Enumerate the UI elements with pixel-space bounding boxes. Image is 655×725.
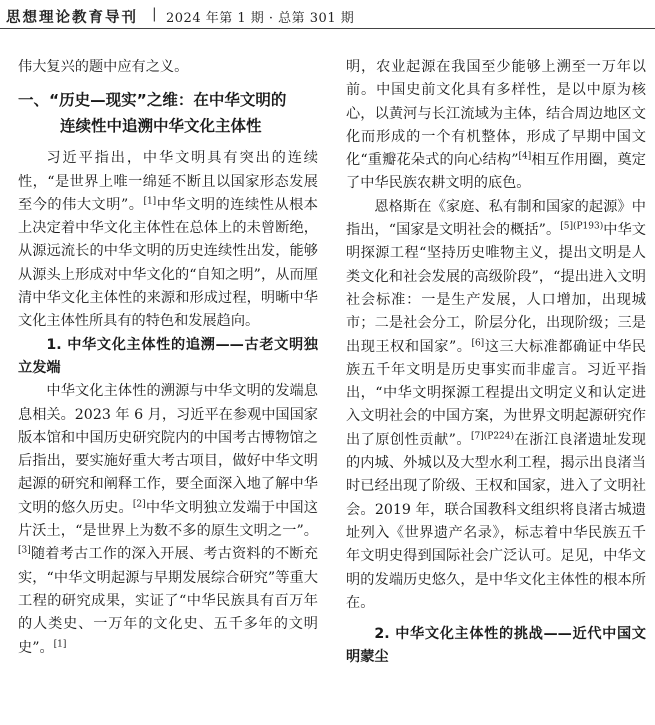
text-run: 在浙江良渚遗址发现的内城、外城以及大型水利工程，揭示出良渚当时已经出现了阶级、王权和国家，进入了文明社会。2019 年，联合国教科文组织将良渚古城遗址列入《世界遗产名录》，标志着中华民族五千年文明史得到国际社会广泛认可。足见，中华文明的发端历史悠久，是中华文化主体性的根本所在。: [346, 431, 646, 611]
text-run: 这三大标准都确证中华民族五千年文明是历史事实而非虚言。习近平指出，“中华文明探源工程提出文明定义和认定进入文明社会的中国方案，为世界文明起源研究作出了原创性贡献”。: [346, 338, 646, 448]
issue-info: 2024 年第 1 期 · 总第 301 期: [166, 11, 355, 26]
citation: [6]: [471, 337, 485, 348]
header-separator: |: [152, 6, 157, 22]
paragraph: [18, 380, 318, 660]
citation: [3]: [18, 545, 31, 556]
subsection-heading: 1. 中华文化主体性的追溯——古老文明独立发端: [18, 336, 318, 376]
citation: [5](P193): [560, 221, 604, 232]
subsection-heading: 2. 中华文化主体性的挑战——近代中国文明蒙尘: [346, 626, 646, 666]
citation: [2]: [132, 499, 146, 510]
text-run: 中华文化主体性的溯源与中华文明的发端息息相关。2023 年 6 月，习近平在参观中国国家版本馆和中国历史研究院内的中国考古博物馆之后指出，要实施好重大考古项目，做好中华文明起源的研究和阐释工作，要全面深入地了解中华文明的悠久历史。: [18, 383, 318, 516]
paragraph: 伟大复兴的题中应有之义。: [18, 59, 189, 75]
citation: [4]: [518, 151, 532, 162]
left-column: [18, 56, 318, 660]
section-heading-line2: 连续性中追溯中华文化主体性: [60, 117, 262, 136]
paragraph: [346, 56, 646, 196]
text-run: 中华文明探源工程“坚持历史唯物主义，提出文明是人类文化和社会发展的高级阶段”，“提出进入文明社会标准：一是生产发展，人口增加，出现城市；二是社会分工，阶层分化，出现阶级；三是出现王权和国家”。: [346, 222, 646, 355]
paragraph: [346, 196, 646, 615]
section-heading-line1: 一、“历史—现实”之维：在中华文明的: [18, 91, 287, 110]
citation: [1]: [143, 196, 157, 207]
text-run: 中华文明的连续性从根本上决定着中华文化主体性在总体上的未曾断绝，从源远流长的中华文明的历史连续性出发，能够从源头上形成对中华文化的“自知之明”，从而厘清中华文化主体性的来源和形成过程，明晰中华文化主体性所具有的特色和发展趋向。: [18, 196, 318, 330]
paragraph: [18, 147, 318, 333]
page-header: [0, 0, 655, 30]
citation: [7](P224): [471, 431, 515, 442]
section-heading: [18, 87, 318, 139]
citation: [1]: [53, 638, 67, 649]
header-rule: [0, 28, 655, 29]
right-column: [346, 56, 646, 670]
text-run: 中华文明独立发端于中国这片沃土，“是世界上为数不多的原生文明之一”。: [18, 499, 318, 540]
text-run: 习近平指出，中华文明具有突出的连续性，“是世界上唯一绵延不断且以国家形态发展至今的伟大文明”。: [18, 150, 318, 213]
text-run: 随着考古工作的深入开展、考古资料的不断充实，“中华文明起源与早期发展综合研究”等重大工程的研究成果，实证了“中华民族具有百万年的人类史、一万年的文化史、五千多年的文明史”。: [18, 546, 318, 656]
text-run: 恩格斯在《家庭、私有制和国家的起源》中指出，“国家是文明社会的概括”。: [346, 198, 646, 239]
journal-title: 思想理论教育导刊: [6, 10, 138, 26]
text-run: 相互作用圈，奠定了中华民族农耕文明的底色。: [346, 152, 646, 192]
text-run: 明，农业起源在我国至少能够上溯至一万年以前。中国史前文化具有多样性，是以中原为核心，以黄河与长江流域为主体，结合周边地区文化而形成的一个有机整体，形成了早期中国文化“重瓣花朵式的向心结构”: [346, 59, 646, 169]
